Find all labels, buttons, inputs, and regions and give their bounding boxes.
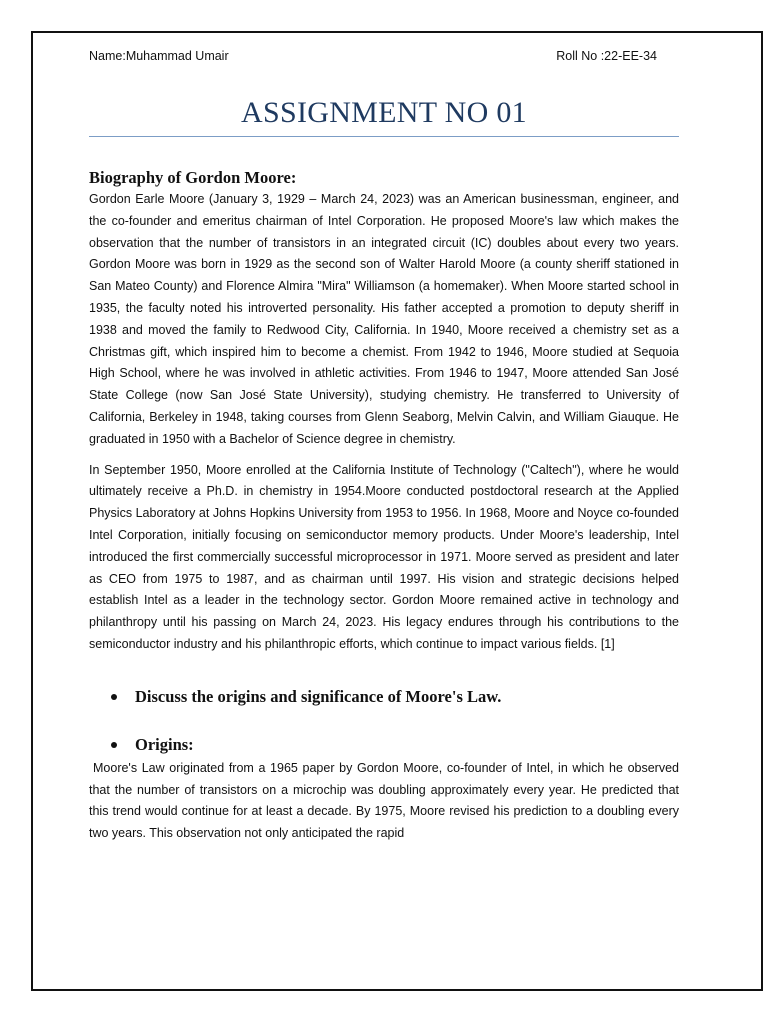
biography-paragraph-1: Gordon Earle Moore (January 3, 1929 – March 24, 2023) was an American businessman, engineer, and the co-founder and emeritus chairman of Intel Corporation. He proposed Moore's law which makes the observation that the number of transistors in an integrated circuit (IC) doubles about every two years. Gordon Moore was born in 1929 as the second son of Walter Harold Moore (a county sheriff stationed in San Mateo County) and Florence Almira "Mira" Williamson (a homemaker). When Moore started school in 1935, the faculty noted his introverted personality. His father accepted a promotion to deputy sheriff in 1938 and moved the family to Redwood City, California. In 1940, Moore received a chemistry set as a Christmas gift, which inspired him to become a chemist. From 1942 to 1946, Moore studied at Sequoia High School, where he was involved in athletic activities. From 1946 to 1947, Moore attended San José State College (now San José State University), studying chemistry. He transferred to University of California, Berkeley in 1948, taking courses from Glenn Seaborg, Melvin Calvin, and William Giauque. He graduated in 1950 with a Bachelor of Science degree in chemistry. <box>89 192 679 446</box>
biography-heading: Biography of Gordon Moore: <box>89 168 297 187</box>
bullet-origins <box>89 734 679 756</box>
bullet-dot-icon <box>111 694 117 700</box>
bullet-question-text: Discuss the origins and significance of Moore's Law. <box>135 686 502 706</box>
student-name: Name:Muhammad Umair <box>89 49 229 63</box>
bullet-question <box>89 686 679 708</box>
bullet-dot-icon <box>111 742 117 748</box>
biography-paragraph-2: In September 1950, Moore enrolled at the California Institute of Technology ("Caltech"), where he would ultimately receive a Ph.D. in chemistry in 1954.Moore conducted postdoctoral research at the Applied Physics Laboratory at Johns Hopkins University from 1953 to 1956. In 1968, Moore and Noyce co-founded Intel Corporation, initially focusing on semiconductor memory products. Under Moore's leadership, Intel introduced the first commercially successful microprocessor in 1971. Moore served as president and later as CEO from 1975 to 1987, and as chairman until 1997. His vision and strategic decisions helped establish Intel as a leader in the technology sector. Gordon Moore remained active in technology and philanthropy until his passing on March 24, 2023. His legacy endures through his contributions to the semiconductor industry and his philanthropic efforts, which continue to impact various fields. [1] <box>89 462 679 651</box>
roll-number: Roll No :22-EE-34 <box>556 49 657 63</box>
page-title: ASSIGNMENT NO 01 <box>241 96 527 129</box>
bullet-origins-text: Origins: <box>135 734 194 754</box>
document-content <box>89 48 679 845</box>
origins-paragraph: Moore's Law originated from a 1965 paper by Gordon Moore, co-founder of Intel, in which he observed that the number of transistors on a microchip was doubling approximately every year. He predicted that this trend would continue for at least a decade. By 1975, Moore revised his prediction to a doubling every two years. This observation not only anticipated the rapid <box>89 760 679 841</box>
header-row <box>89 48 679 64</box>
title-underline <box>89 136 679 137</box>
